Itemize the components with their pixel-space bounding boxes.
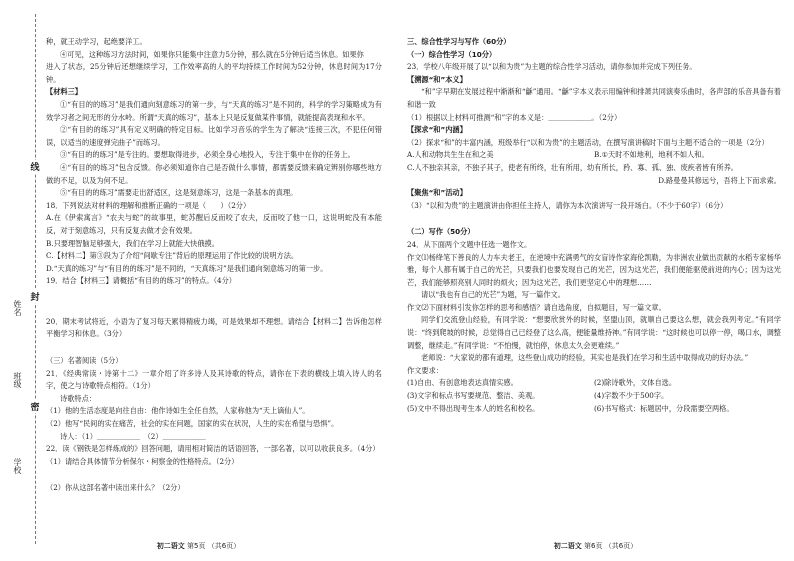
question-21: 21．《经典常读・诗第十二》一章介绍了许多诗人及其诗歌的特点，请你在下表的横线上填入诗人的名字，使之与诗歌特点相符。（1分）: [46, 368, 382, 391]
requirements-title: 作文要求：: [407, 365, 443, 375]
page-footer: 初二语文 第5页 （共6页）: [156, 542, 241, 550]
task-question: （2）探求“和”的丰富内涵，班级举行“以和为贵”的主题活动，在撰写演讲稿时下面与主题不适合的一项是（2分）: [407, 137, 769, 147]
answer-space[interactable]: [46, 288, 382, 302]
page-5-content: [46, 36, 382, 495]
answer-space[interactable]: [46, 341, 382, 355]
requirements-list: [407, 377, 781, 415]
essay-prompt-1: 作文⑴杨绛笔下善良的人力车夫老王，在逆境中充满勇气的女盲诗作家海伦凯勒，为非洲农业做出贡献的水稻专家杨华雅，每个人都有属于自己的光芒，只要我们也要发现自己的光芒，因为这光芒，我们便能驱使前进的内心；因为这光芒，我们能够照亮别人同时的烦火；因为这光芒，我们更坚定心中的理想……: [407, 252, 781, 287]
answer-space[interactable]: [407, 212, 781, 226]
question-22-1: （1）请结合具体情节分析保尔・柯察金的性格特点。（2分）: [46, 456, 239, 466]
text-line: ①“有目的的练习”是我们通向刻意练习的第一步，与“天真的练习”是不同的，科学的学习策略成为有效学习者之间无形的分水岭。所谓“天真的练习”，基本上只是反复做某件事情，就能提高表现和水平。: [46, 99, 382, 122]
essay-material: 同学们交流登山经验，有同学说：“想要欣赏外的时候，坚盟山顶，就顺自己要这么想，就会我列考定。”有同学说：“终到爬坡的时候，总觉得自己已经登了这么高，便能量维持神。”有同学说：“这时候也可以停一停，喝口水，调整调整，继续走。”有同学说：“不怕慢，就怕停，休息太久会更难续。”: [407, 315, 781, 350]
poem-feature-label: 诗歌特点：: [60, 393, 96, 403]
option-c: C.【材料二】第③段为了介绍“间歇专注”背后的原理运用了作比较的说明方法。: [46, 251, 299, 261]
page-6-content: [407, 36, 781, 415]
name-label: 姓名: [13, 300, 22, 316]
text-line: 种，就王动学习，起绝要洋工。: [46, 37, 147, 46]
text-line: 进入了状态，25分钟后还想继续学习，工作效率高的人的平均持续工作时间为52分钟，休息时间为17分钟。: [46, 62, 382, 84]
task-question[interactable]: （1）根据以上材料可推测“和”字的本义是：＿＿＿＿＿＿。（2分）: [407, 112, 622, 122]
option-b: B.只要理智脑足够强大，我们在学习上就能大快俄摸。: [46, 238, 219, 248]
answer-space[interactable]: [46, 302, 382, 316]
question-23: 23．学校八年级开展了以“以和为贵”为主题的综合性学习活动，请你参加并完成下列任务。: [407, 62, 697, 72]
task-title: 【溯源“和”本义】: [407, 74, 467, 84]
class-label: 班级: [13, 372, 22, 388]
text-line: ②“有目的的练习”具有定义明确的特定目标。比如学习音乐的学生为了解决“连接三次，不犯任何错误，以适当的速度弹完曲子”而练习。: [46, 125, 382, 147]
option-c: C.人不独亲其亲，不独子其子，使老有所终，壮有所用，幼有所长，矜、寡、孤、独、废疾者皆有所养。: [407, 162, 738, 172]
school-label: 学校: [13, 458, 22, 474]
question-18: 18．下列说法对材料的理解和推断正确的一项是（ ）（2分）: [46, 200, 251, 210]
answer-space[interactable]: [46, 468, 382, 482]
question-22: 22．读《钢铁是怎样炼成的》回答问题，请用相对简洁的话语回答，一部名著，以可以收获良多。（4分）: [46, 444, 380, 454]
requirement: (4)字数不少于500字。: [594, 391, 669, 401]
option-d: D.路曼曼其修远兮，吾将上下而求索。: [658, 175, 781, 185]
text-line: ④可见，这种练习方法时间，如果你只能集中注意力5分钟，那么就在5分钟后适当休息。如果你: [60, 49, 364, 59]
poet-blanks[interactable]: 诗人：（1）＿＿＿＿＿＿ （2）＿＿＿＿＿＿: [60, 431, 206, 441]
option-d: D.“天真的练习”与“有目的的练习”是不同的，“天真练习”是我们通向刻意练习的第一步。: [46, 263, 328, 273]
option-b: B.①天时不如地利，地利不如人和。: [594, 150, 709, 160]
seal-mark: 线: [29, 160, 41, 173]
seal-mark: 封: [29, 290, 41, 303]
essay-material: 老师说：“大家说的都有道理，这些登山成功的经验，其实也是我们在学习和生活中取得成功的好办法。”: [421, 353, 749, 363]
requirement: (2)除诗歌外，文体自选。: [594, 378, 677, 388]
essay-task-1: 请以“我也有自己的光芒”为题，写一篇作文。: [421, 290, 565, 300]
task-text: “和”字早期在发展过程中渐渐和“龢”通用。“龢”字本义表示用编钟和排萧共同演奏乐曲时，各声部的乐音具备有着和谐一致: [407, 87, 781, 109]
question-24: 24．从下面两个文题中任选一题作文。: [407, 239, 532, 249]
requirement: (5)文中不得出现考生本人的姓名和校名。: [407, 403, 540, 413]
question-20: 20．期末考试将近，小语为了复习每天累得精疲力竭，可是效果却不理想。请结合【材料二】告诉他怎样平衡学习和休息。（3分）: [46, 316, 382, 339]
poem-feature: （1）他的生活态度是向往自由：他作诗如生全任自然，人家称他为“天上谪仙人”。: [46, 406, 310, 416]
task-question: （3）“以和为贵”的主题演讲由你担任主持人，请你为本次演讲写一段开场白。（不少于60字）（6分）: [407, 200, 728, 210]
text-line: ④“有目的的练习”包含反馈。你必须知道你自己是否做什么事情，都需要反馈来确定辨别你哪些地方做的不足，以及为何不足。: [46, 162, 382, 185]
question-19: 19．结合【材料三】请概括“有目的的练习”的特点。（4分）: [46, 276, 236, 286]
essay-prompt-2: 作文⑵下面材料引发你怎样的思考和感悟？请自选角度，自拟题目，写一篇文章。: [407, 302, 666, 312]
poem-feature: （2）他写“民间的实在痛苦，社会的实在问题，国家的实在状况，人生的实在希望与恐惧”。: [46, 419, 339, 429]
requirement: (1)自由、有创意地表达真情实感。: [407, 378, 518, 388]
exam-page-6: [397, 0, 794, 561]
option-a: A.在《伊索寓言》“农夫与蛇”的故事里，蛇苏醒后反而咬了农夫，反而咬了他一口，这说明蛇没有本能反，对于刻意练习，只有反复去做才会有效果。: [46, 213, 382, 235]
task-title: 【探求“和”内涵】: [407, 125, 467, 135]
material-heading: 【材料三】: [46, 87, 82, 97]
task-title: 【聚焦“和”活动】: [407, 188, 467, 198]
option-a: A.人和动物共生生在和之美: [407, 150, 494, 160]
question-22-2: （2）你从这部名著中读出来什么？（2分）: [46, 483, 185, 493]
requirement: (6)书写格式：标题居中，分段需要空两格。: [594, 403, 734, 413]
requirement: (3)文字和标点书写要规范、整洁、美观。: [407, 391, 540, 401]
section-heading: 三、综合性学习与写作（60分）: [407, 37, 511, 46]
subsection-heading: （一）综合性学习（10分）: [407, 49, 497, 59]
subsection-heading: （二）写作（50分）: [407, 227, 475, 237]
options-row: [407, 149, 781, 162]
text-line: ③“有目的的练习”是专注的。要想取得进步，必须全身心地投入，专注于集中在你的任务上。: [60, 150, 355, 160]
section-title: （三）名著阅读（5分）: [46, 356, 123, 366]
seal-mark: 密: [29, 400, 41, 413]
page-footer: 初二语文 第6页 （共6页）: [553, 542, 638, 550]
text-line: ⑤“有目的的练习”需要走出舒适区，这是刻意练习，这是一条基本的真理。: [60, 188, 298, 198]
